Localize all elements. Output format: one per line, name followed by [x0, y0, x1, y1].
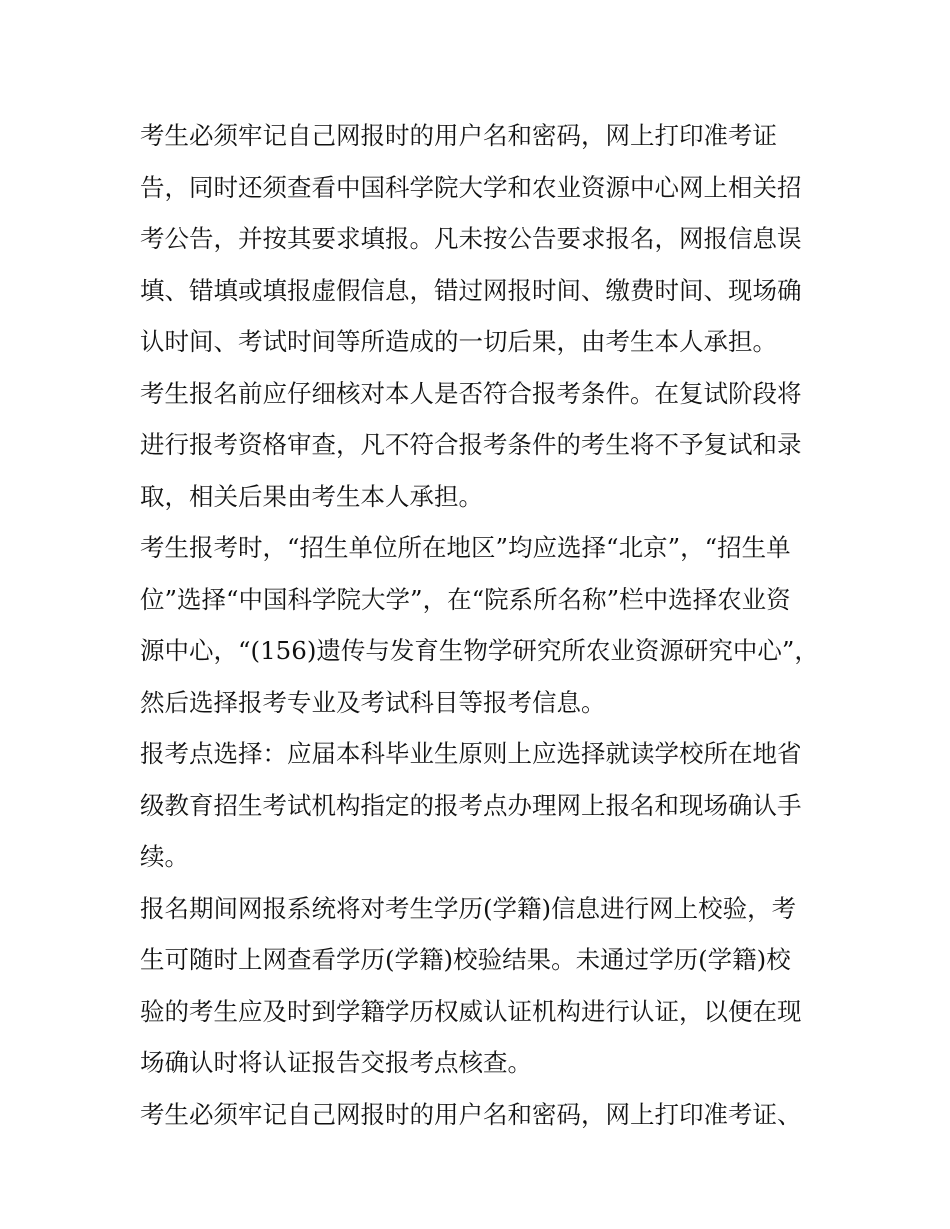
text-line: 续。: [140, 842, 189, 871]
paragraph: [140, 728, 820, 883]
text-line: 报名期间网报系统将对考生学历(学籍)信息进行网上校验，考: [140, 893, 797, 923]
document-page: [140, 110, 820, 1140]
text-line: 考生必须牢记自己网报时的用户名和密码，网上打印准考证: [140, 121, 777, 150]
text-line: 然后选择报考专业及考试科目等报考信息。: [140, 687, 606, 717]
paragraph: [140, 368, 820, 523]
text-line: 位”选择“中国科学院大学”，在“院系所名称”栏中选择农业资: [140, 584, 791, 614]
text-line: 级教育招生考试机构指定的报考点办理网上报名和现场确认手: [140, 790, 802, 820]
text-line: 验的考生应及时到学籍学历权威认证机构进行认证，以便在现: [140, 996, 802, 1026]
text-line: 考公告，并按其要求填报。凡未按公告要求报名，网报信息误: [140, 224, 802, 253]
text-line: 生可随时上网查看学历(学籍)校验结果。未通过学历(学籍)校: [140, 945, 791, 974]
text-line: 填、错填或填报虚假信息，错过网报时间、缴费时间、现场确: [140, 275, 802, 305]
text-line: 源中心，“(156)遗传与发育生物学研究所农业资源研究中心”，: [140, 636, 819, 665]
text-line: 场确认时将认证报告交报考点核查。: [140, 1048, 532, 1077]
paragraph: [140, 1089, 820, 1141]
paragraph: [140, 110, 820, 368]
text-line: 告，同时还须查看中国科学院大学和农业资源中心网上相关招: [140, 172, 802, 202]
text-line: 进行报考资格审查，凡不符合报考条件的考生将不予复试和录: [140, 430, 802, 459]
text-line: 认时间、考试时间等所造成的一切后果，由考生本人承担。: [140, 327, 777, 356]
text-line: 取，相关后果由考生本人承担。: [140, 481, 483, 511]
text-line: 报考点选择：应届本科毕业生原则上应选择就读学校所在地省: [140, 739, 802, 768]
paragraph: [140, 522, 820, 728]
text-line: 考生报考时，“招生单位所在地区”均应选择“北京”，“招生单: [140, 533, 791, 562]
paragraph: [140, 883, 820, 1089]
text-line: 考生报名前应仔细核对本人是否符合报考条件。在复试阶段将: [140, 378, 802, 408]
text-line: 考生必须牢记自己网报时的用户名和密码，网上打印准考证、: [140, 1099, 802, 1129]
